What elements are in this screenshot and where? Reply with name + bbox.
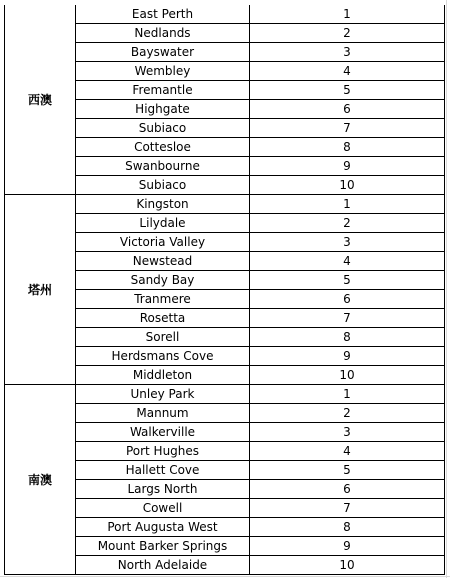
suburb-cell[interactable]: Tranmere <box>76 290 250 309</box>
rank-cell[interactable]: 3 <box>250 233 445 252</box>
suburb-cell[interactable]: Cottesloe <box>76 138 250 157</box>
region-cell[interactable]: 西澳 <box>5 5 76 195</box>
table-body <box>5 5 445 575</box>
suburb-cell[interactable]: Walkerville <box>76 423 250 442</box>
suburb-cell[interactable]: Swanbourne <box>76 157 250 176</box>
suburb-cell[interactable]: Cowell <box>76 499 250 518</box>
suburb-cell[interactable]: Kingston <box>76 195 250 214</box>
rank-cell[interactable]: 6 <box>250 100 445 119</box>
rank-cell[interactable]: 4 <box>250 62 445 81</box>
rank-cell[interactable]: 6 <box>250 480 445 499</box>
rank-cell[interactable]: 9 <box>250 537 445 556</box>
suburb-cell[interactable]: Victoria Valley <box>76 233 250 252</box>
rank-cell[interactable]: 8 <box>250 518 445 537</box>
region-cell[interactable]: 南澳 <box>5 385 76 575</box>
rank-cell[interactable]: 1 <box>250 195 445 214</box>
suburb-cell[interactable]: Port Augusta West <box>76 518 250 537</box>
rank-cell[interactable]: 2 <box>250 404 445 423</box>
rank-cell[interactable]: 2 <box>250 214 445 233</box>
rank-cell[interactable]: 5 <box>250 81 445 100</box>
suburb-cell[interactable]: Subiaco <box>76 176 250 195</box>
suburb-cell[interactable]: Mount Barker Springs <box>76 537 250 556</box>
suburb-cell[interactable]: Herdsmans Cove <box>76 347 250 366</box>
spreadsheet-area <box>4 0 446 576</box>
table-row <box>5 195 445 214</box>
suburb-cell[interactable]: Largs North <box>76 480 250 499</box>
suburb-cell[interactable]: Unley Park <box>76 385 250 404</box>
rank-cell[interactable]: 8 <box>250 138 445 157</box>
suburb-cell[interactable]: Highgate <box>76 100 250 119</box>
rank-cell[interactable]: 4 <box>250 252 445 271</box>
suburb-cell[interactable]: Rosetta <box>76 309 250 328</box>
rank-cell[interactable]: 10 <box>250 556 445 575</box>
suburb-cell[interactable]: Wembley <box>76 62 250 81</box>
suburb-cell[interactable]: Sandy Bay <box>76 271 250 290</box>
rank-cell[interactable]: 7 <box>250 309 445 328</box>
rank-cell[interactable]: 5 <box>250 461 445 480</box>
suburb-cell[interactable]: Sorell <box>76 328 250 347</box>
suburb-cell[interactable]: Middleton <box>76 366 250 385</box>
suburb-cell[interactable]: Subiaco <box>76 119 250 138</box>
suburb-cell[interactable]: Bayswater <box>76 43 250 62</box>
rank-cell[interactable]: 4 <box>250 442 445 461</box>
region-cell[interactable]: 塔州 <box>5 195 76 385</box>
rank-cell[interactable]: 9 <box>250 347 445 366</box>
rank-cell[interactable]: 2 <box>250 24 445 43</box>
suburb-cell[interactable]: Lilydale <box>76 214 250 233</box>
rank-cell[interactable]: 7 <box>250 499 445 518</box>
suburb-cell[interactable]: Nedlands <box>76 24 250 43</box>
table-row <box>5 5 445 24</box>
rank-cell[interactable]: 6 <box>250 290 445 309</box>
suburb-cell[interactable]: Hallett Cove <box>76 461 250 480</box>
suburb-cell[interactable]: East Perth <box>76 5 250 24</box>
table-row <box>5 385 445 404</box>
sheet-gridline <box>0 576 450 577</box>
sheet-gridline <box>446 0 447 578</box>
rank-cell[interactable]: 1 <box>250 5 445 24</box>
rank-cell[interactable]: 3 <box>250 423 445 442</box>
rank-cell[interactable]: 1 <box>250 385 445 404</box>
suburb-cell[interactable]: Port Hughes <box>76 442 250 461</box>
suburb-cell[interactable]: North Adelaide <box>76 556 250 575</box>
rank-cell[interactable]: 10 <box>250 176 445 195</box>
rank-cell[interactable]: 5 <box>250 271 445 290</box>
suburb-cell[interactable]: Mannum <box>76 404 250 423</box>
rank-cell[interactable]: 7 <box>250 119 445 138</box>
suburb-ranking-table <box>4 5 445 575</box>
rank-cell[interactable]: 9 <box>250 157 445 176</box>
rank-cell[interactable]: 10 <box>250 366 445 385</box>
suburb-cell[interactable]: Fremantle <box>76 81 250 100</box>
rank-cell[interactable]: 3 <box>250 43 445 62</box>
suburb-cell[interactable]: Newstead <box>76 252 250 271</box>
rank-cell[interactable]: 8 <box>250 328 445 347</box>
